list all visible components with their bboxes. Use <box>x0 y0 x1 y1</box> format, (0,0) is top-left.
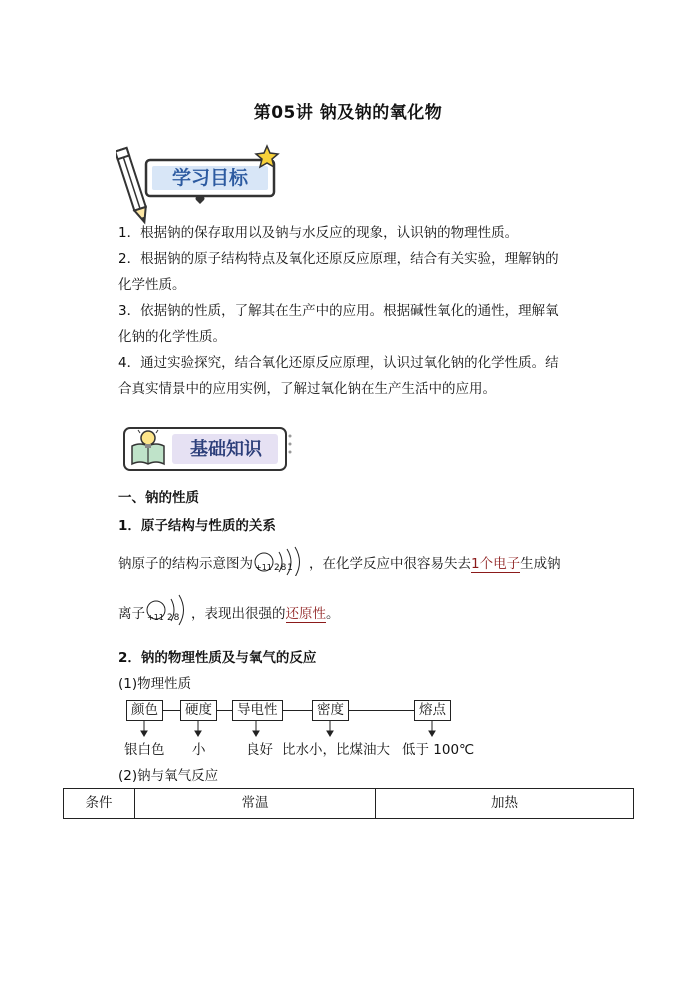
table-header-heating: 加热 <box>376 789 634 819</box>
atom-shells: 2 8 1 <box>274 563 292 573</box>
objective-line: 2．根据钠的原子结构特点及氧化还原反应原理，结合有关实验，理解钠的 <box>118 251 559 267</box>
prop-value-hardness: 小 <box>192 742 206 758</box>
atom-structure-line <box>118 552 588 582</box>
sodium-ion-diagram <box>145 602 191 626</box>
ion-mid: ，表现出很强的 <box>191 606 286 622</box>
banner-goals-text: 学习目标 <box>171 167 248 189</box>
reaction-conditions-table <box>63 788 634 819</box>
prop-box-color: 颜色 <box>126 700 163 721</box>
ion-suffix: 。 <box>326 606 340 622</box>
physical-properties-heading: (1)物理性质 <box>118 676 192 692</box>
prop-value-density: 比水小，比煤油大 <box>282 742 390 758</box>
page-title: 第05讲 钠及钠的氧化物 <box>253 103 443 123</box>
prop-box-hardness: 硬度 <box>180 700 217 721</box>
table-row <box>64 789 634 819</box>
objective-line: 3．依据钠的性质，了解其在生产中的应用。根据碱性氧化的通性，理解氧 <box>118 303 559 319</box>
section-heading: 一、钠的性质 <box>118 490 199 506</box>
answer-blank: 还原性 <box>285 606 326 622</box>
physical-properties-diagram <box>118 700 538 760</box>
prop-value-melting-point: 低于 100℃ <box>402 742 475 758</box>
atom-mid: ，在化学反应中很容易失去 <box>309 556 471 572</box>
ion-structure-line <box>118 602 588 632</box>
prop-value-conductivity: 良好 <box>246 742 273 758</box>
table-header-room-temp: 常温 <box>135 789 376 819</box>
subsection-heading: 2．钠的物理性质及与氧气的反应 <box>118 650 317 666</box>
objective-line: 化钠的化学性质。 <box>118 329 226 345</box>
prop-box-density: 密度 <box>312 700 349 721</box>
table-header-condition: 条件 <box>64 789 135 819</box>
ion-prefix: 离子 <box>118 606 145 622</box>
atom-nucleus: +11 <box>255 563 272 572</box>
basic-knowledge-banner <box>120 424 295 476</box>
objective-line: 合真实情景中的应用实例，了解过氧化钠在生产生活中的应用。 <box>118 381 496 397</box>
atom-suffix: 生成钠 <box>520 556 561 572</box>
objective-line: 1．根据钠的保存取用以及钠与水反应的现象，认识钠的物理性质。 <box>118 225 519 241</box>
subsection-heading: 1．原子结构与性质的关系 <box>118 518 276 534</box>
prop-box-melting-point: 熔点 <box>414 700 451 721</box>
ion-shells: 2 8 <box>167 613 179 623</box>
sodium-atom-diagram <box>253 552 309 576</box>
objectives-list <box>118 220 588 402</box>
atom-prefix: 钠原子的结构示意图为 <box>118 556 253 572</box>
objective-line: 化学性质。 <box>118 277 186 293</box>
learning-goals-banner <box>116 138 286 228</box>
prop-box-conductivity: 导电性 <box>232 700 283 721</box>
prop-value-color: 银白色 <box>124 742 165 758</box>
objective-line: 4．通过实验探究，结合氧化还原反应原理，认识过氧化钠的化学性质。结 <box>118 355 559 371</box>
oxygen-reaction-heading: (2)钠与氧气反应 <box>118 768 219 784</box>
ion-nucleus: +11 <box>147 613 164 622</box>
answer-blank: 1个电子 <box>471 556 521 572</box>
banner-basics-text: 基础知识 <box>190 439 262 460</box>
